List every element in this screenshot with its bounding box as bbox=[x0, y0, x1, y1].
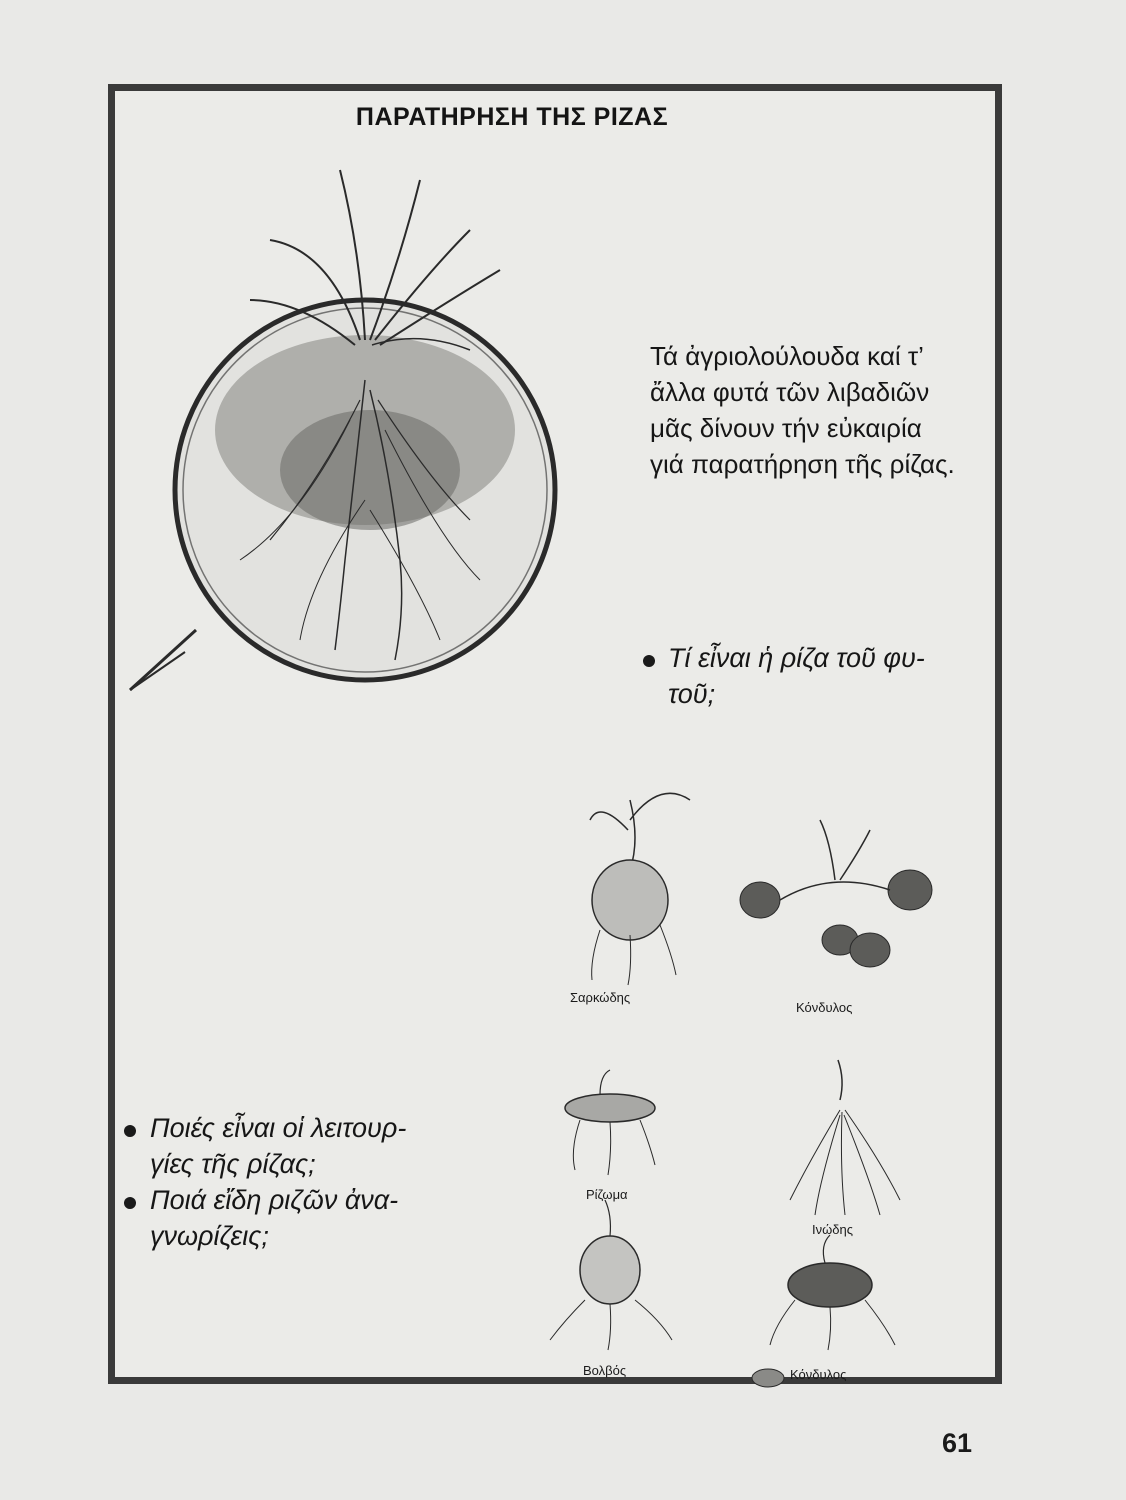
intro-line: γιά παρατήρηση τῆς ρίζας. bbox=[650, 449, 955, 479]
label-tuber: Κόνδυλος bbox=[796, 1000, 853, 1015]
question-line: γίες τῆς ρίζας; bbox=[150, 1149, 316, 1179]
page-title: ΠΑΡΑΤΗΡΗΣΗ ΤΗΣ ΡΙΖΑΣ bbox=[355, 103, 669, 131]
label-bulb: Βολβός bbox=[583, 1363, 627, 1378]
question-line: Ποιές εἶναι οἱ λειτουρ- bbox=[150, 1113, 407, 1143]
label-tuber-2: Κόνδυλος bbox=[790, 1367, 847, 1382]
question-3 bbox=[150, 1182, 490, 1254]
bullet-icon bbox=[124, 1125, 136, 1137]
tuber-drawing bbox=[740, 820, 932, 967]
bullet-icon bbox=[124, 1197, 136, 1209]
intro-paragraph bbox=[650, 338, 996, 482]
page-number: 61 bbox=[942, 1428, 973, 1458]
fleshy-root-drawing bbox=[590, 793, 690, 985]
label-rhizome: Ρίζωμα bbox=[586, 1187, 628, 1202]
question-line: τοῦ; bbox=[668, 679, 716, 709]
intro-line: μᾶς δίνουν τήν εὐκαιρία bbox=[650, 413, 922, 443]
bulb-drawing bbox=[550, 1200, 672, 1350]
question-2 bbox=[150, 1110, 490, 1182]
label-fibrous: Ινώδης bbox=[812, 1222, 853, 1237]
tuber-2-drawing bbox=[752, 1235, 895, 1387]
rhizome-drawing bbox=[565, 1070, 655, 1175]
fibrous-root-drawing bbox=[790, 1060, 900, 1215]
intro-line: ἄλλα φυτά τῶν λιβαδιῶν bbox=[650, 377, 930, 407]
magnifier-illustration bbox=[130, 170, 555, 690]
label-fleshy: Σαρκώδης bbox=[570, 990, 631, 1005]
question-line: Τί εἶναι ἡ ρίζα τοῦ φυ- bbox=[668, 643, 925, 673]
question-1 bbox=[668, 640, 998, 712]
bullet-icon bbox=[643, 655, 655, 667]
question-line: γνωρίζεις; bbox=[150, 1221, 269, 1251]
intro-line: Τά ἀγριολούλουδα καί τ’ bbox=[650, 341, 924, 371]
question-line: Ποιά εἴδη ριζῶν ἀνα- bbox=[150, 1185, 399, 1215]
